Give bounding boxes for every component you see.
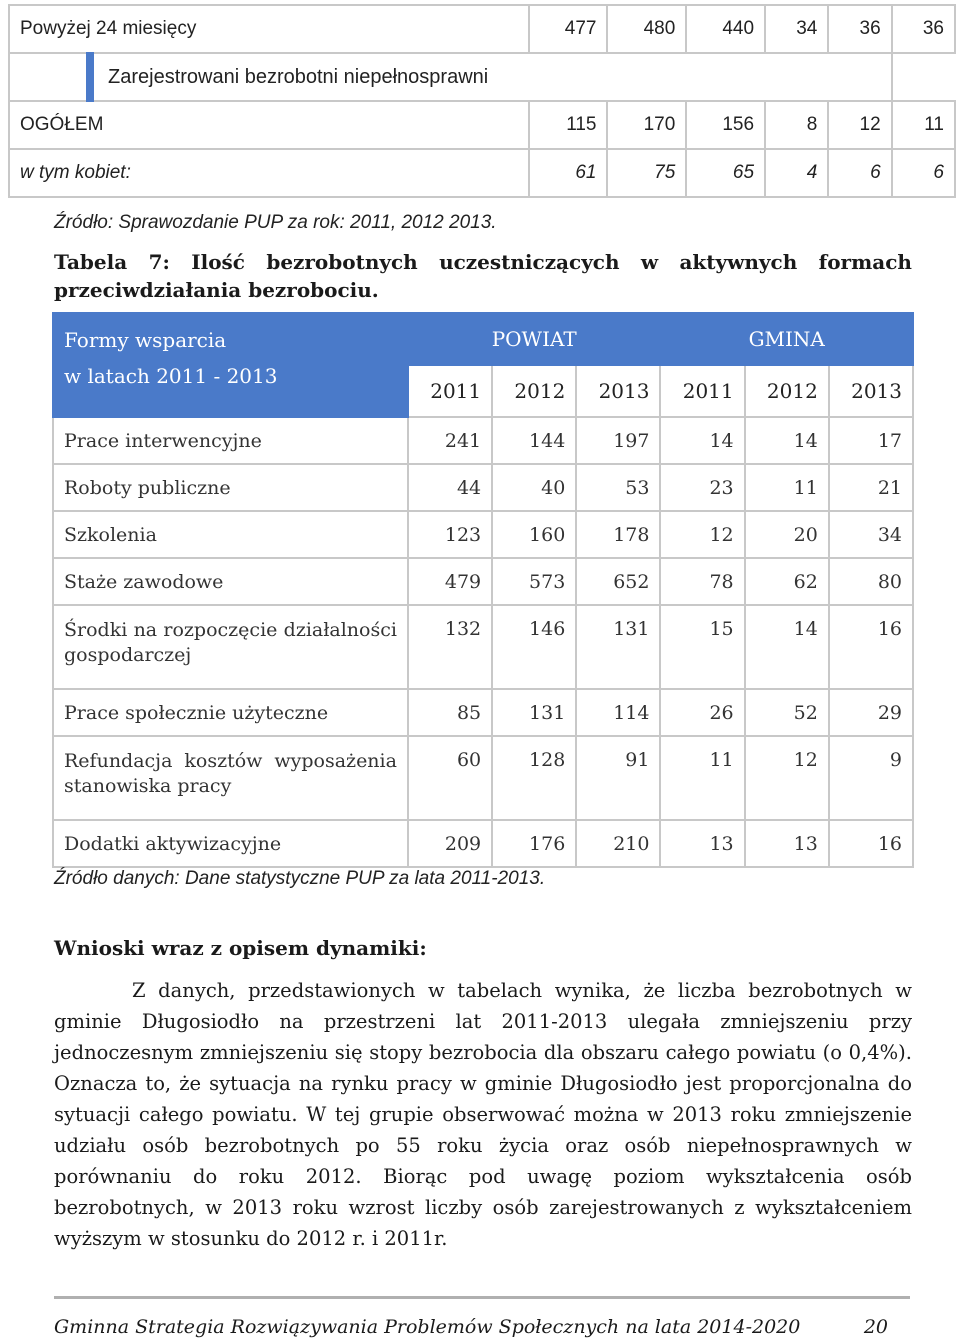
value-cell: 115 [529, 101, 608, 149]
value-cell: 26 [660, 689, 744, 736]
row-label: OGÓŁEM [9, 101, 529, 149]
value-cell: 114 [576, 689, 660, 736]
value-cell: 12 [745, 736, 829, 820]
conclusions-heading: Wnioski wraz z opisem dynamiki: [54, 936, 427, 960]
value-cell: 144 [492, 417, 576, 464]
value-cell: 4 [765, 149, 828, 197]
row-label-cell [53, 736, 408, 820]
table-row [53, 689, 913, 736]
page-number: 20 [863, 1316, 888, 1338]
table-row [53, 736, 913, 820]
value-cell: 8 [765, 101, 828, 149]
caption-word: Ilość [191, 250, 245, 274]
value-cell: 6 [892, 149, 955, 197]
value-cell: 53 [576, 464, 660, 511]
year-header: 2011 [408, 365, 492, 417]
top-table-row [9, 149, 955, 197]
year-header: 2011 [660, 365, 744, 417]
value-cell: 44 [408, 464, 492, 511]
conclusions-text: Z danych, przedstawionych w tabelach wynika, że liczba bezrobotnych w gminie Długosiodło na przestrzeni lat 2011-2013 ulegała zmniejszeniu przy jednoczesnym zmniejszeniu się stopy bezrobocia dla obszaru całego powiatu (o 0,4%). Oznacza to, że sytuacja na rynku pracy w gminie Długosiodło jest proporcjonalna do sytuacji całego powiatu. W tej grupie obserwować można w 2013 roku zmniejszenie udziału osób bezrobotnych po 55 roku życia oraz osób niepełnosprawnych w porównaniu do roku 2012. Biorąc pod uwagę poziom wykształcenia osób bezrobotnych, w 2013 roku wzrost liczby osób zarejestrowanych z wykształceniem wyższym w stosunku do 2012 r. i 2011r. [54, 979, 912, 1250]
value-cell: 128 [492, 736, 576, 820]
value-cell: 52 [745, 689, 829, 736]
table-row [53, 417, 913, 464]
year-header: 2012 [492, 365, 576, 417]
table-row [53, 558, 913, 605]
row-label: Dodatki aktywizacyjne [64, 832, 282, 855]
value-cell: 479 [408, 558, 492, 605]
header-powiat: POWIAT [408, 313, 661, 365]
value-cell: 11 [892, 101, 955, 149]
value-cell: 14 [660, 417, 744, 464]
caption-word: 7: [148, 250, 170, 274]
top-table-row [9, 53, 955, 101]
row-label: Staże zawodowe [64, 570, 224, 593]
header-forms-label: Formy wsparcia [64, 328, 227, 352]
source-note-2: Źródło danych: Dane statystyczne PUP za lata 2011-2013. [54, 868, 546, 889]
header-forms-cell [53, 313, 408, 417]
value-cell: 652 [576, 558, 660, 605]
value-cell: 123 [408, 511, 492, 558]
value-cell: 36 [892, 5, 955, 53]
row-label-cell [53, 417, 408, 464]
value-cell: 131 [492, 689, 576, 736]
table-caption-line2: przeciwdziałania bezrobociu. [54, 278, 379, 302]
value-cell: 197 [576, 417, 660, 464]
row-label-cell [53, 558, 408, 605]
value-cell: 131 [576, 605, 660, 689]
value-cell: 209 [408, 820, 492, 867]
table-caption [54, 250, 912, 302]
value-cell: 9 [829, 736, 913, 820]
table-row [53, 820, 913, 867]
year-header: 2013 [576, 365, 660, 417]
caption-word: w [640, 250, 659, 274]
value-cell: 62 [745, 558, 829, 605]
section-banner: Zarejestrowani bezrobotni niepełnosprawni [90, 53, 892, 101]
value-cell: 91 [576, 736, 660, 820]
value-cell: 75 [607, 149, 686, 197]
header-years-range-label: w latach 2011 - 2013 [64, 364, 278, 388]
value-cell: 12 [660, 511, 744, 558]
value-cell: 16 [829, 820, 913, 867]
value-cell: 23 [660, 464, 744, 511]
unemployed-table-continuation [8, 4, 956, 198]
value-cell: 156 [686, 101, 765, 149]
source-note-1: Źródło: Sprawozdanie PUP za rok: 2011, 2012 2013. [54, 212, 497, 233]
value-cell: 573 [492, 558, 576, 605]
year-header: 2013 [829, 365, 913, 417]
caption-word: Tabela [54, 250, 128, 274]
caption-word: aktywnych [679, 250, 798, 274]
row-label: Środki na rozpoczęcie działalności gospodarczej [64, 619, 397, 666]
active-forms-table [52, 312, 914, 868]
value-cell: 14 [745, 605, 829, 689]
value-cell: 20 [745, 511, 829, 558]
value-cell: 480 [607, 5, 686, 53]
value-cell: 36 [828, 5, 891, 53]
row-label: Refundacja kosztów wyposażenia stanowiska pracy [64, 750, 397, 797]
value-cell: 80 [829, 558, 913, 605]
value-cell: 65 [686, 149, 765, 197]
row-label: Szkolenia [64, 523, 157, 546]
value-cell: 61 [529, 149, 608, 197]
value-cell: 16 [829, 605, 913, 689]
value-cell: 241 [408, 417, 492, 464]
value-cell: 11 [660, 736, 744, 820]
row-label-cell [53, 689, 408, 736]
value-cell: 13 [660, 820, 744, 867]
table-header-row [53, 313, 913, 365]
row-label-cell [53, 605, 408, 689]
table-row [53, 605, 913, 689]
top-table-row [9, 5, 955, 53]
caption-word: uczestniczących [439, 250, 620, 274]
value-cell: 15 [660, 605, 744, 689]
value-cell: 13 [745, 820, 829, 867]
value-cell: 11 [745, 464, 829, 511]
top-table-row [9, 101, 955, 149]
row-label-cell [53, 464, 408, 511]
value-cell: 210 [576, 820, 660, 867]
value-cell: 40 [492, 464, 576, 511]
value-cell: 160 [492, 511, 576, 558]
table-row [53, 464, 913, 511]
table-caption-line1 [54, 250, 912, 274]
value-cell: 6 [828, 149, 891, 197]
caption-word: formach [818, 250, 912, 274]
value-cell: 21 [829, 464, 913, 511]
value-cell: 29 [829, 689, 913, 736]
year-header: 2012 [745, 365, 829, 417]
value-cell: 176 [492, 820, 576, 867]
banner-spacer [9, 53, 90, 101]
value-cell: 14 [745, 417, 829, 464]
table-row [53, 511, 913, 558]
row-label: Prace społecznie użyteczne [64, 701, 329, 724]
value-cell: 477 [529, 5, 608, 53]
row-label: Roboty publiczne [64, 476, 231, 499]
value-cell: 34 [765, 5, 828, 53]
value-cell: 146 [492, 605, 576, 689]
caption-word: bezrobotnych [266, 250, 418, 274]
value-cell: 17 [829, 417, 913, 464]
row-label-cell [53, 820, 408, 867]
value-cell: 60 [408, 736, 492, 820]
value-cell: 178 [576, 511, 660, 558]
footer-divider [54, 1296, 910, 1299]
value-cell: 170 [607, 101, 686, 149]
value-cell: 440 [686, 5, 765, 53]
row-label: w tym kobiet: [9, 149, 529, 197]
footer-title: Gminna Strategia Rozwiązywania Problemów Społecznych na lata 2014-2020 [54, 1316, 801, 1338]
row-label-cell [53, 511, 408, 558]
page-footer [54, 1316, 888, 1338]
value-cell: 78 [660, 558, 744, 605]
conclusions-paragraph [54, 975, 912, 1254]
value-cell: 132 [408, 605, 492, 689]
row-label: Prace interwencyjne [64, 429, 262, 452]
row-label: Powyżej 24 miesięcy [9, 5, 529, 53]
value-cell: 12 [828, 101, 891, 149]
value-cell: 85 [408, 689, 492, 736]
value-cell: 34 [829, 511, 913, 558]
header-gmina: GMINA [660, 313, 913, 365]
